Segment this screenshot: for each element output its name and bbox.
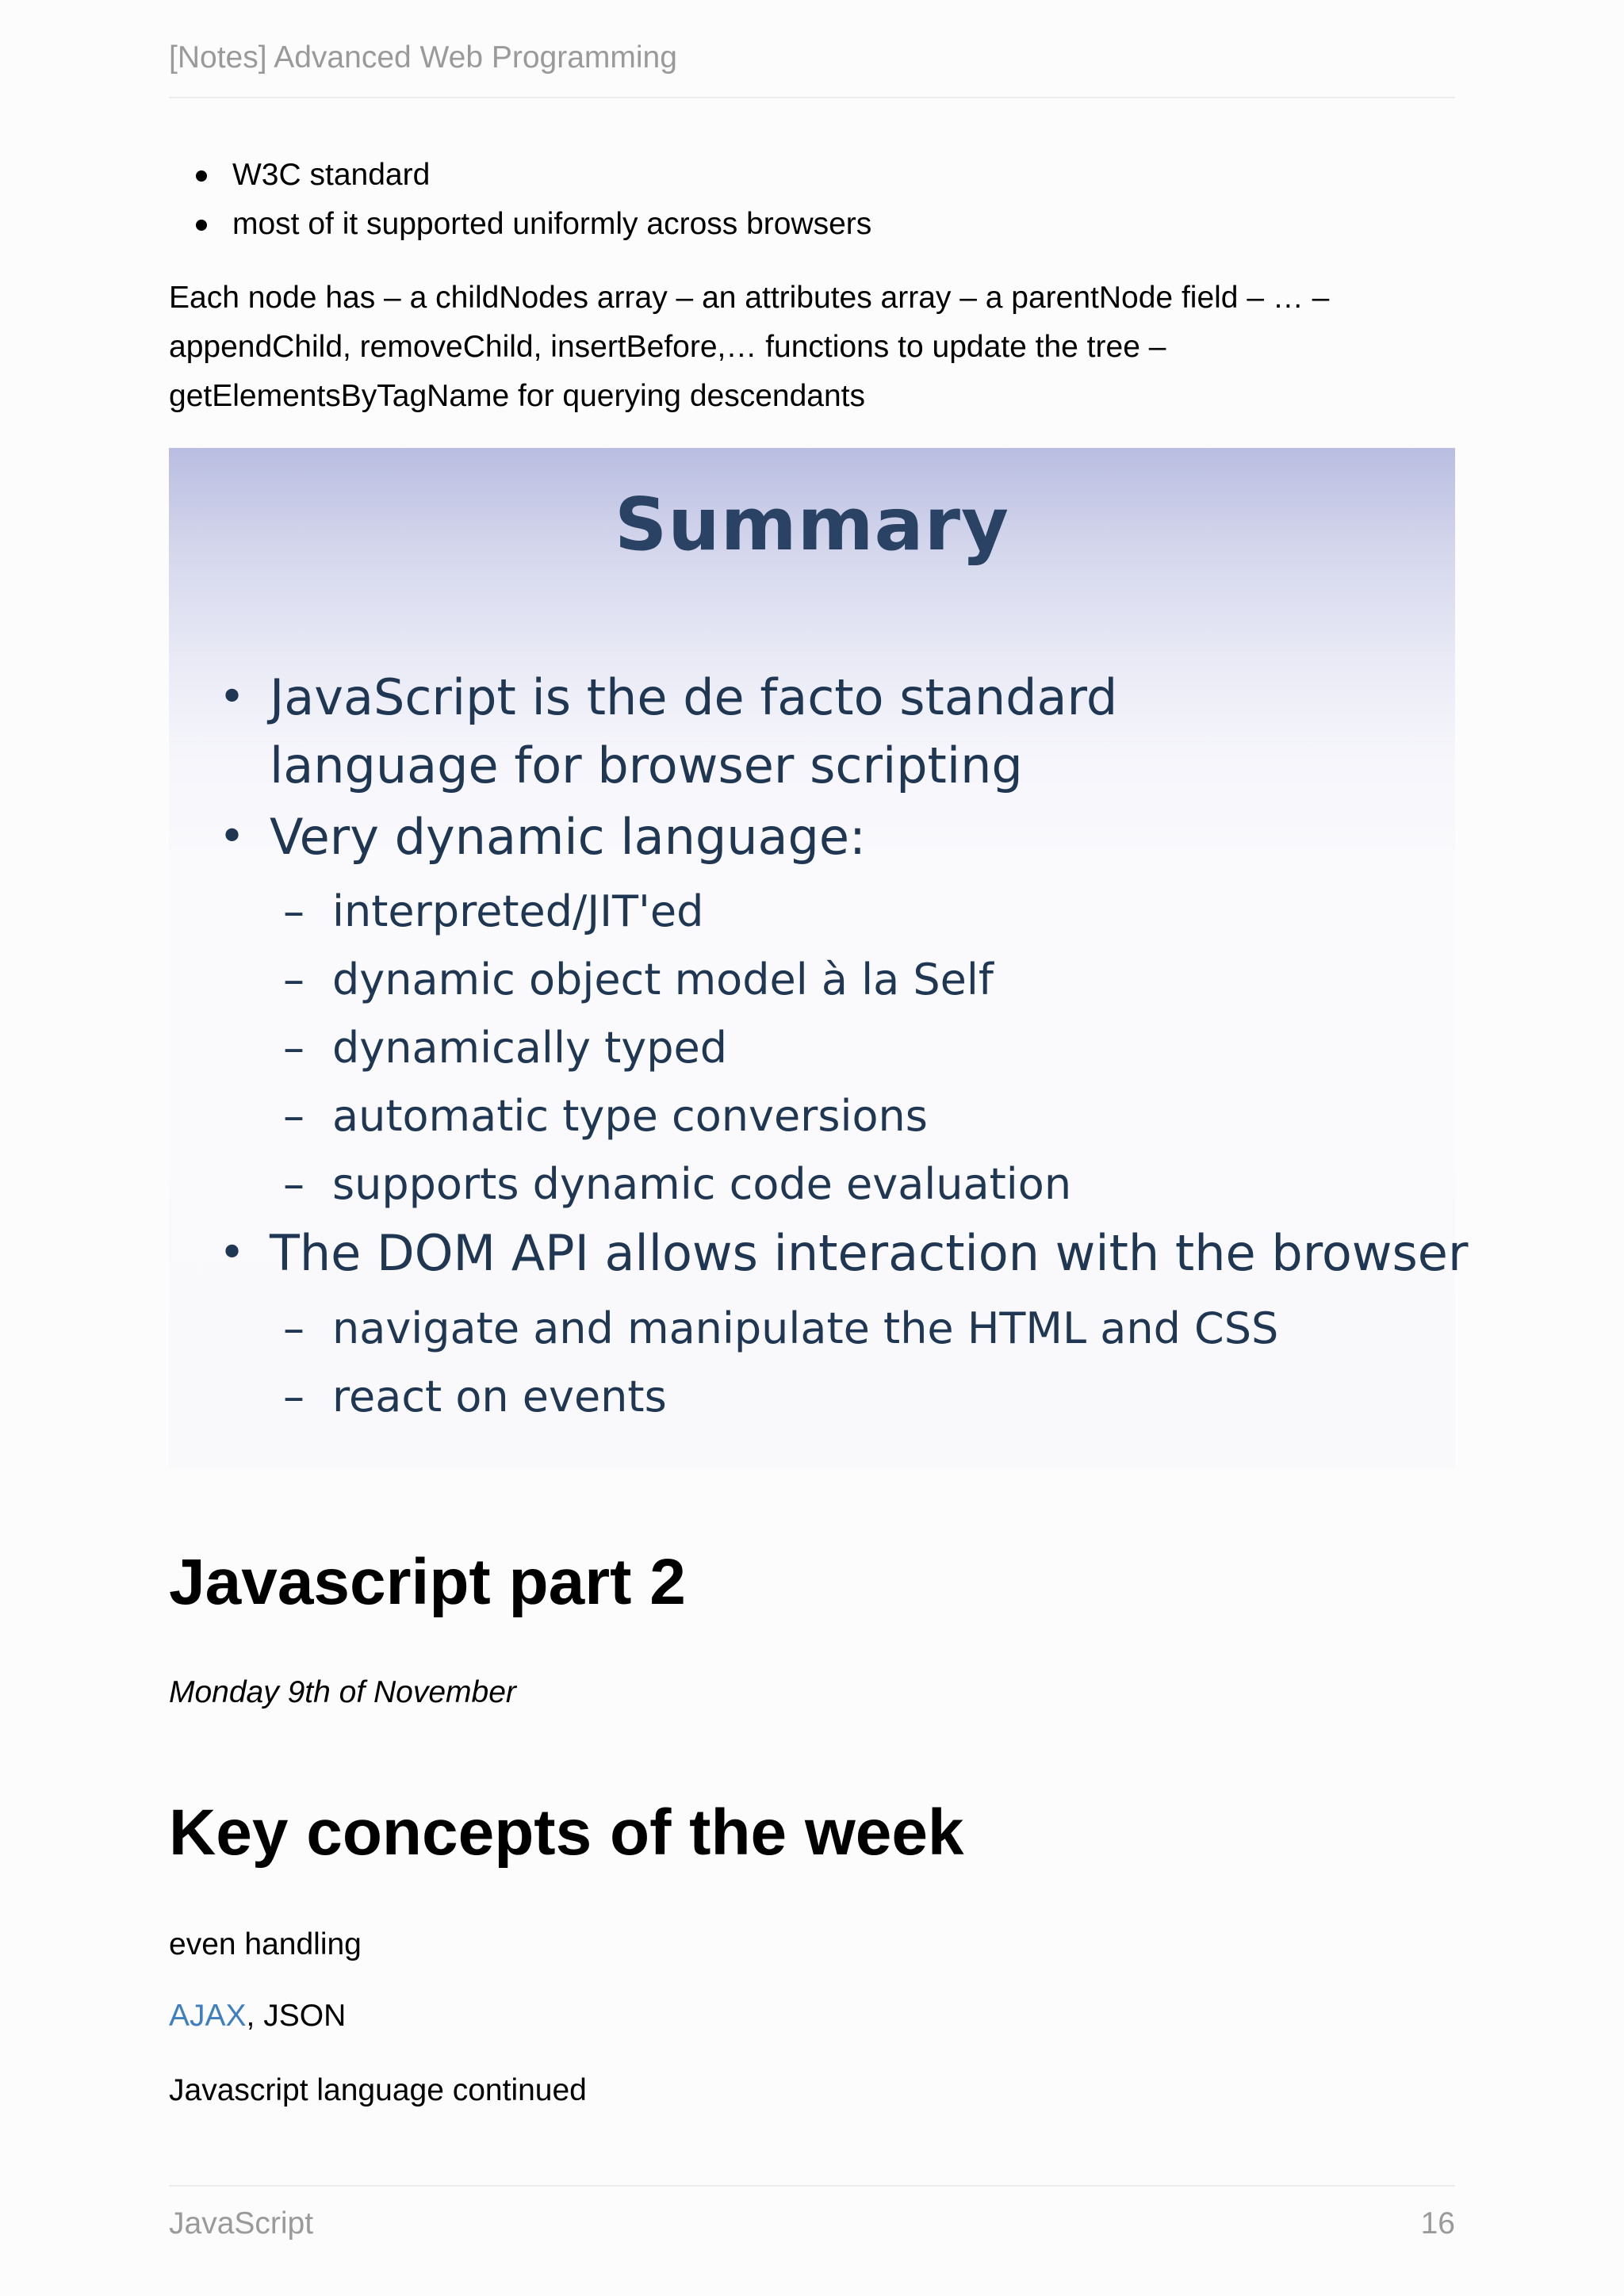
- footer-divider: [169, 2185, 1455, 2187]
- summary-slide-image: [169, 448, 1469, 1469]
- slide-title: Summary: [615, 482, 1009, 567]
- running-header: [Notes] Advanced Web Programming: [169, 40, 677, 75]
- slide-sub-bullet: – automatic type conversions: [332, 1082, 928, 1150]
- footer-section-name: JavaScript: [169, 2206, 314, 2241]
- concept-item: even handling: [169, 1927, 362, 1961]
- section-heading-key-concepts: Key concepts of the week: [169, 1797, 964, 1869]
- concept-text: , JSON: [246, 1999, 347, 2033]
- concept-item: Javascript language continued: [169, 2073, 587, 2107]
- list-item: W3C standard: [169, 151, 871, 200]
- document-page: [169, 0, 1469, 2296]
- section-heading-javascript-part-2: Javascript part 2: [169, 1546, 686, 1618]
- slide-sub-bullet: – dynamically typed: [332, 1014, 727, 1082]
- lecture-date: Monday 9th of November: [169, 1675, 516, 1709]
- dom-node-paragraph: Each node has – a childNodes array – an attributes array – a parentNode field – … – appendChild, removeChild, insertBefore,… functions to update the tree – getElementsByTagName for querying descendants: [169, 281, 1330, 413]
- bullet-list: [169, 151, 871, 249]
- ajax-link[interactable]: AJAX: [169, 1999, 247, 2033]
- slide-sub-bullet: – dynamic object model à la Self: [332, 946, 994, 1014]
- slide-sub-bullet: – interpreted/JIT'ed: [332, 878, 703, 946]
- slide-sub-bullet: – navigate and manipulate the HTML and CSS: [332, 1295, 1278, 1363]
- slide-bullet: • The DOM API allows interaction with the browser: [270, 1219, 1468, 1288]
- page-number: 16: [1420, 2206, 1455, 2241]
- header-divider: [169, 97, 1455, 98]
- slide-bullet: • Very dynamic language:: [270, 803, 866, 871]
- concept-item: [169, 1996, 346, 2036]
- slide-sub-bullet: – supports dynamic code evaluation: [332, 1150, 1071, 1219]
- slide-bullet: • JavaScript is the de facto standard language for browser scripting: [270, 664, 1253, 800]
- slide-sub-bullet: – react on events: [332, 1363, 667, 1431]
- list-item: most of it supported uniformly across browsers: [169, 200, 871, 249]
